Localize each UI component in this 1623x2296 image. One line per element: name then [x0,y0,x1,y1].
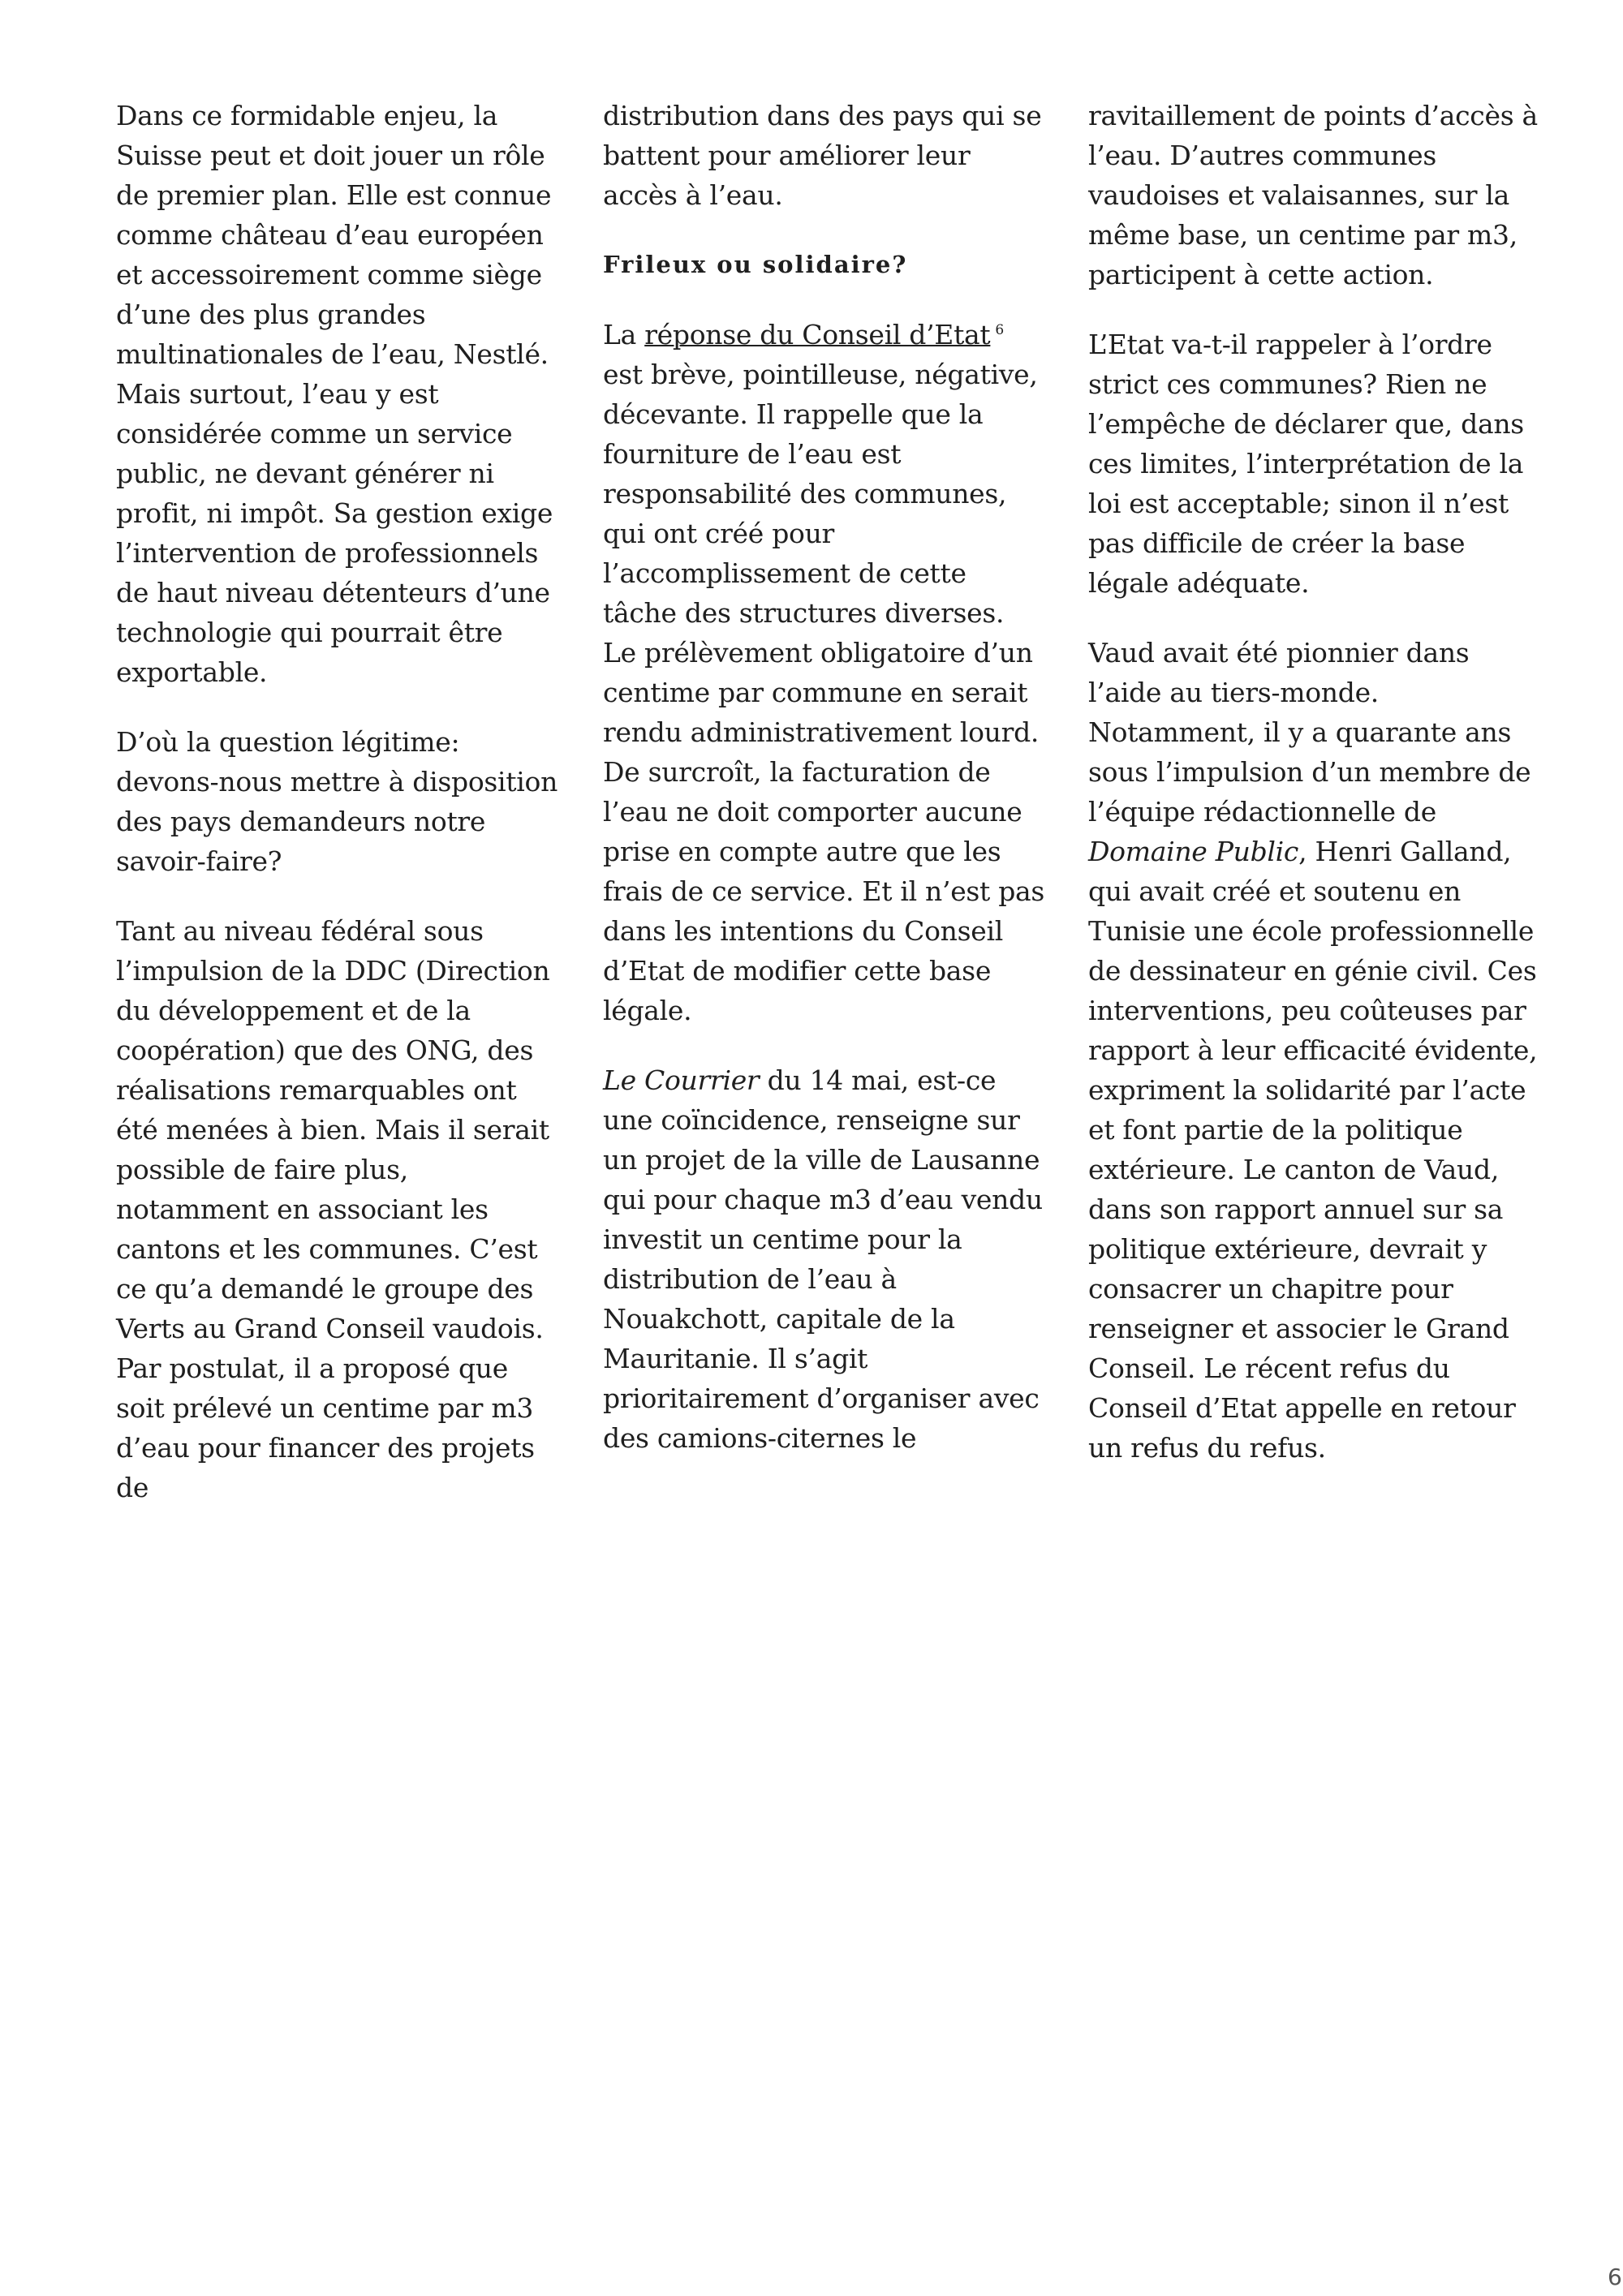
text: , Henri Galland, qui avait créé et soutenu en Tunisie une école professionnelle de dessinateur en génie civil. Ces interventions, peu coûteuses par rapport à leur efficacité évidente, expriment la solidarité par l’acte et font partie de la politique extérieure. Le canton de Vaud, dans son rapport annuel sur sa politique extérieure, devrait y consacrer un chapitre pour renseigner et associer le Grand Conseil. Le récent refus du Conseil d’Etat appelle en retour un refus du refus. [1088,836,1538,1464]
page-number: 6 [1608,2264,1622,2290]
column-3 [1088,96,1543,1498]
text: est brève, pointilleuse, négative, décevante. Il rappelle que la fourniture de l’eau est responsabilité des communes, qui ont créé pour l’accomplissement de cette tâche des structures diverses. Le prélèvement obligatoire d’un centime par commune en serait rendu administrativement lourd. De surcroît, la facturation de l’eau ne doit comporter aucune prise en compte autre que les frais de ce service. Et il n’est pas dans les intentions du Conseil d’Etat de modifier cette base légale. [603,359,1045,1026]
footnote-marker[interactable]: 6 [995,322,1004,338]
text: Vaud avait été pionnier dans l’aide au tiers-monde. Notamment, il y a quarante ans sous l’impulsion d’un membre de l’équipe rédactionnelle de [1088,637,1531,828]
paragraph [603,315,1045,1030]
column-2 [603,96,1045,1488]
conseil-etat-response-link[interactable]: réponse du Conseil d’Etat [644,319,991,350]
text: du 14 mai, est-ce une coïncidence, renseigne sur un projet de la ville de Lausanne qui pour chaque m3 d’eau vendu investit un centime pour la distribution de l’eau à Nouakchott, capitale de la Mauritanie. Il s’agit prioritairement d’organiser avec des camions-citernes le [603,1064,1043,1454]
paragraph: ravitaillement de points d’accès à l’eau. D’autres communes vaudoises et valaisannes, sur la même base, un centime par m3, participent à cette action. [1088,100,1538,290]
paragraph: D’où la question légitime: devons-nous mettre à disposition des pays demandeurs notre savoir-faire? [116,726,558,877]
column-1 [116,96,558,1537]
paragraph: distribution dans des pays qui se battent pour améliorer leur accès à l’eau. [603,100,1042,211]
paragraph [1088,633,1543,1468]
paragraph: Tant au niveau fédéral sous l’impulsion de la DDC (Direction du développement et de la coopération) que des ONG, des réalisations remarquables ont été menées à bien. Mais il serait possible de faire plus, notamment en associant les cantons et les communes. C’est ce qu’a demandé le groupe des Verts au Grand Conseil vaudois. Par postulat, il a proposé que soit prélevé un centime par m3 d’eau pour financer des projets de [116,915,550,1503]
text: La [603,319,645,350]
publication-title: Domaine Public [1088,836,1299,867]
publication-title: Le Courrier [603,1064,760,1096]
paragraph: Dans ce formidable enjeu, la Suisse peut et doit jouer un rôle de premier plan. Elle est connue comme château d’eau européen et accessoirement comme siège d’une des plus grandes multinationales de l’eau, Nestlé. Mais surtout, l’eau y est considérée comme un service public, ne devant générer ni profit, ni impôt. Sa gestion exige l’intervention de professionnels de haut niveau détenteurs d’une technologie qui pourrait être exportable. [116,100,553,688]
paragraph: L’Etat va-t-il rappeler à l’ordre strict ces communes? Rien ne l’empêche de déclarer que, dans ces limites, l’interprétation de la loi est acceptable; sinon il n’est pas difficile de créer la base légale adéquate. [1088,329,1524,599]
section-heading: Frileux ou solidaire? [603,251,908,278]
paragraph [603,1060,1045,1458]
